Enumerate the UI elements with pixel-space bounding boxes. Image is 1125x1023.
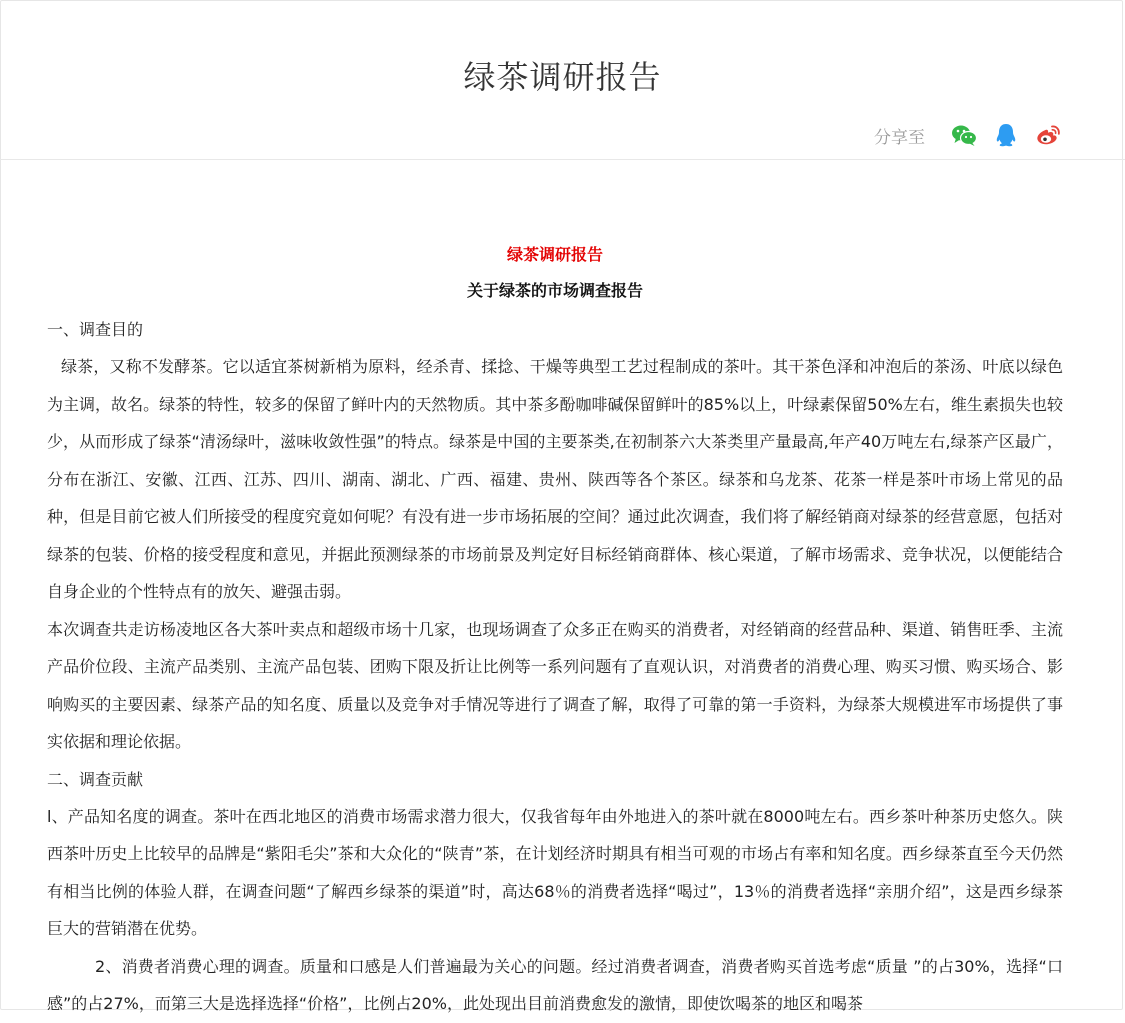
article-header [0,0,1125,160]
section-heading-contribution: 二、调查贡献 [47,769,144,789]
section-heading-purpose: 一、调查目的 [47,320,144,339]
article-body [47,238,1063,1023]
article-subtitle: 关于绿茶的市场调查报告 [466,281,643,300]
paragraph-consumer-psychology: 2、消费者消费心理的调查。质量和口感是人们普遍最为关心的问题。经过消费者调查，消费者购买首选考虑“质量 ”的占30%，选择“口感”的占27%，而第三大是选择选择“价格”，比例占20%，此处现出目前消费愈发的激情，即使饮喝茶的地区和喝茶 [47,956,1063,1013]
share-label: 分享至 [874,127,925,148]
weibo-icon[interactable] [1033,120,1063,150]
paragraph-brand-awareness: l、产品知名度的调查。茶叶在西北地区的消费市场需求潜力很大，仅我省每年由外地进入的茶叶就在8000吨左右。西乡茶叶种茶历史悠久。陕西茶叶历史上比较早的品牌是“紫阳毛尖”茶和大众化的“陕青”茶，在计划经济时期具有相当可观的市场占有率和知名度。西乡绿茶直至今天仍然有相当比例的体验人群，在调查问题“了解西乡绿茶的渠道”时，高达68％的消费者选择“喝过”，13％的消费者选择“亲朋介绍”，这是西乡绿茶巨大的营销潜在优势。 [47,806,1063,938]
share-bar [874,119,1063,151]
qq-icon[interactable] [991,120,1021,150]
paragraph-intro: 绿茶，又称不发酵茶。它以适宜茶树新梢为原料，经杀青、揉捻、干燥等典型工艺过程制成的茶叶。其干茶色泽和冲泡后的茶汤、叶底以绿色为主调，故名。绿茶的特性，较多的保留了鲜叶内的天然物质。其中茶多酚咖啡碱保留鲜叶的85%以上，叶绿素保留50%左右，维生素损失也较少，从而形成了绿茶“清汤绿叶，滋味收敛性强”的特点。绿茶是中国的主要茶类,在初制茶六大茶类里产量最高,年产40万吨左右,绿茶产区最广，分布在浙江、安徽、江西、江苏、四川、湖南、湖北、广西、福建、贵州、陕西等各个茶区。绿茶和乌龙茶、花茶一样是茶叶市场上常见的品种，但是目前它被人们所接受的程度究竟如何呢？有没有进一步市场拓展的空间？通过此次调查，我们将了解经销商对绿茶的经营意愿，包括对绿茶的包装、价格的接受程度和意见，并据此预测绿茶的市场前景及判定好目标经销商群体、核心渠道，了解市场需求、竞争状况，以便能结合自身企业的个性特点有的放矢、避强击弱。 [47,357,1063,601]
article-red-title: 绿茶调研报告 [506,245,603,264]
page-title: 绿茶调研报告 [463,58,662,96]
wechat-icon[interactable] [949,120,979,150]
paragraph-survey-scope: 本次调查共走访杨凌地区各大茶叶卖点和超级市场十几家，也现场调查了众多正在购买的消费者，对经销商的经营品种、渠道、销售旺季、主流产品价位段、主流产品类别、主流产品包装、团购下限及折让比例等一系列问题有了直观认识，对消费者的消费心理、购买习惯、购买场合、影响购买的主要因素、绿茶产品的知名度、质量以及竞争对手情况等进行了调查了解，取得了可靠的第一手资料，为绿茶大规模进军市场提供了事实依据和理论依据。 [47,619,1063,751]
